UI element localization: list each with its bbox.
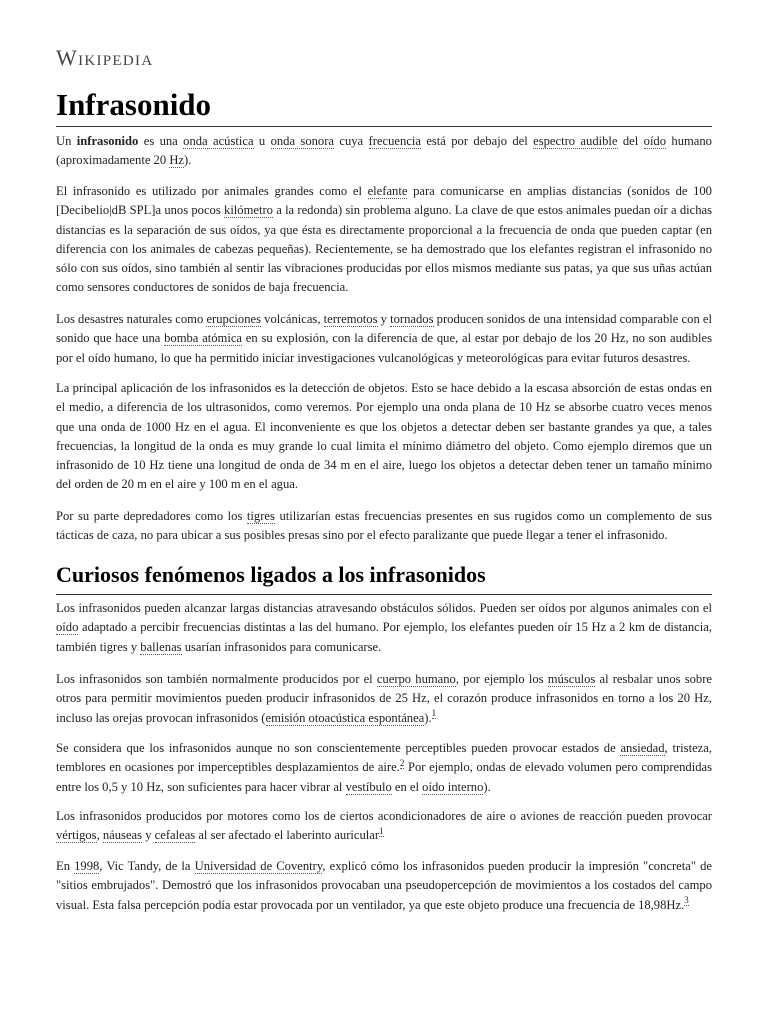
paragraph-distancias: Los infrasonidos pueden alcanzar largas distancias atravesando obstáculos sólidos. Pueden ser oídos por algunos animales con el oído adaptado a percibir frecuencias distintas a las del humano. Por ejemplo, los elefantes pueden oír 15 Hz a 2 km de distancia, también tigres y ballenas usarían infrasonidos para comunicarse. (56, 601, 712, 654)
term-bold: infrasonido (76, 134, 139, 148)
reference-3[interactable]: 3 (684, 895, 689, 906)
link-nauseas[interactable]: náuseas (102, 828, 143, 843)
paragraph-deteccion: La principal aplicación de los infrasonidos es la detección de objetos. Esto se hace debido a la escasa absorción de estas ondas en el medio, a diferencia de los ultrasonidos, como veremos. Por ejemplo una onda plana de 10 Hz se absorbe cuatro veces menos que una onda de 1000 Hz en el agua. El inconveniente es que los objetos a detectar deben ser bastante grandes ya que, a tales frecuencias, la longitud de la onda es muy grande lo cual limita el mínimo diámetro del objeto. Como ejemplo diremos que un infrasonido de 10 Hz tiene una longitud de onda de 34 m en el aire, luego los objetos a detectar deben tener un tamaño mínimo del orden de 20 m en el aire y 100 m en el agua. (56, 381, 712, 492)
link-frecuencia[interactable]: frecuencia (368, 134, 421, 148)
link-espectro-audible[interactable]: espectro audible (533, 134, 618, 148)
paragraph-motores: Los infrasonidos producidos por motores como los de ciertos acondicionadores de aire o aviones de reacción pueden provocar vértigos, náuseas y cefaleas al ser afectado el laberinto auricular$^1$ (56, 809, 712, 843)
link-oido-interno[interactable]: oído interno (422, 779, 484, 794)
paragraph-depredadores: Por su parte depredadores como los tigres utilizarían estas frecuencias presentes en sus rugidos como un complemento de sus tácticas de caza, no para ubicar a sus posibles presas sino por el efecto paralizante que puede llegar a tener el infrasonido. (56, 509, 712, 543)
link-cefaleas[interactable]: cefaleas (154, 828, 196, 843)
section-divider (56, 594, 712, 595)
link-vertigos[interactable]: vértigos (56, 828, 97, 843)
link-oido[interactable]: oído (643, 134, 667, 148)
link-bomba-atomica[interactable]: bomba atómica (164, 331, 243, 346)
wikipedia-wordmark[interactable]: Wikipedia (56, 45, 154, 70)
link-ballenas[interactable]: ballenas (140, 639, 182, 654)
paragraph-vic-tandy: En 1998, Vic Tandy, de la Universidad de Coventry, explicó cómo los infrasonidos pueden producir la impresión "concreta" de "sitios embrujados". Demostró que los infrasonidos provocaban una pseudopercepción de movimientos a los costados del campo visual. Esta falsa percepción podía estar provocada por un ventilador, ya que este objeto produce una frecuencia de 18,98Hz.$^3$ (56, 859, 712, 912)
paragraph-ansiedad: Se considera que los infrasonidos aunque no son conscientemente perceptibles pueden provocar estados de ansiedad, tristeza, temblores en ocasiones por imperceptibles desplazamientos de aire.$^2$ Por ejemplo, ondas de elevado volumen pero comprendidas entre los 0,5 y 10 Hz, son suficientes para hacer vibrar al vestíbulo en el oído interno). (56, 741, 713, 794)
link-universidad-coventry[interactable]: Universidad de Coventry (194, 859, 323, 873)
page-title: Infrasonido (56, 87, 212, 122)
link-hz[interactable]: Hz (169, 153, 184, 168)
link-vestibulo[interactable]: vestíbulo (345, 779, 392, 794)
link-elefante[interactable]: elefante (367, 184, 408, 198)
link-terremotos[interactable]: terremotos (323, 312, 378, 326)
paragraph-elefantes: El infrasonido es utilizado por animales grandes como el elefante para comunicarse en amplias distancias (sonidos de 100 [Decibelio|dB SPL]a unos pocos kilómetro a la redonda) sin problema alguno. La clave de que estos animales puedan oír a dichas distancias es la separación de sus oídos, ya que ésta es directamente proporcional a la frecuencia de onda que pueden captar (en diferencia con los animales de cabezas pequeñas). Recientemente, se ha demostrado que los elefantes registran el infrasonido no sólo con sus oídos, sino también al sentir las vibraciones producidas por ellos mismos mediante sus patas, ya que sus uñas actúan como sensores conductores de sonidos de baja frecuencia. (56, 184, 712, 295)
link-onda-acustica[interactable]: onda acústica (183, 134, 254, 148)
reference-1[interactable]: 1 (379, 826, 384, 837)
reference-1[interactable]: 1 (431, 708, 437, 719)
link-erupciones[interactable]: erupciones (206, 312, 262, 326)
link-musculos[interactable]: músculos (547, 672, 596, 686)
reference-2[interactable]: 2 (399, 758, 405, 769)
paragraph-cuerpo-humano: Los infrasonidos son también normalmente producidos por el cuerpo humano, por ejemplo los músculos al resbalar unos sobre otros para permitir movimientos pueden producir infrasonidos de 25 Hz, el corazón produce infrasonidos en torno a los 20 Hz, incluso las orejas provocan infrasonidos (emisión otoacústica espontánea).$^1$ (56, 672, 712, 725)
link-kilometro[interactable]: kilómetro (224, 203, 273, 218)
link-ansiedad[interactable]: ansiedad (620, 741, 665, 755)
link-oido[interactable]: oído (56, 620, 79, 635)
link-1998[interactable]: 1998 (74, 859, 100, 873)
link-cuerpo-humano[interactable]: cuerpo humano (376, 672, 456, 686)
link-tigres[interactable]: tigres (246, 509, 275, 523)
paragraph-intro: Un infrasonido es una onda acústica u onda sonora cuya frecuencia está por debajo del espectro audible del oído humano (aproximadamente 20 Hz). (56, 134, 712, 168)
paragraph-desastres: Los desastres naturales como erupciones volcánicas, terremotos y tornados producen sonidos de una intensidad comparable con el sonido que hace una bomba atómica en su explosión, con la diferencia de que, al estar por debajo de los 20 Hz, no son audibles por el oído humano, lo que ha permitido iniciar investigaciones vulcanológicas y meteorológicas para evitar futuros desastres. (56, 312, 712, 365)
section-heading: Curiosos fenómenos ligados a los infrasonidos (56, 562, 486, 587)
link-tornados[interactable]: tornados (390, 312, 434, 326)
title-divider (56, 126, 712, 127)
link-onda-sonora[interactable]: onda sonora (270, 134, 334, 148)
link-emision-otoacustica[interactable]: emisión otoacústica espontánea (265, 710, 425, 725)
